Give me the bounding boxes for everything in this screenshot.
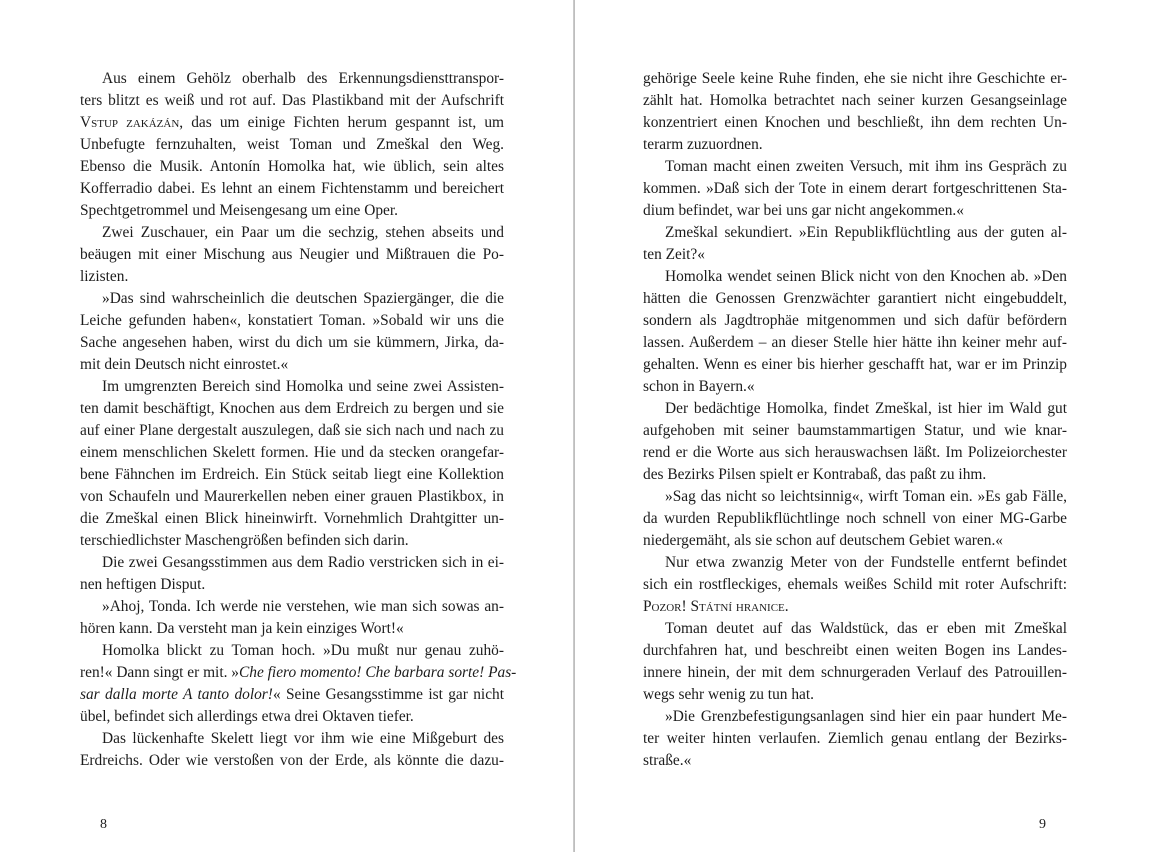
- right-page-number: 9: [1039, 817, 1046, 832]
- text-line: ren!« Dann singt er mit. »Che fiero momento! Che barbara sorte! Pas-: [80, 664, 517, 681]
- page-gutter: [573, 0, 575, 852]
- text-line: gehalten. Wenn es einer bis hierher geschafft hat, war er im Prinzip: [643, 356, 1067, 373]
- text-line: Ebenso die Musik. Antonín Homolka hat, wie üblich, sein altes: [80, 158, 504, 175]
- right-page-text: [643, 68, 1067, 772]
- text-line: Aus einem Gehölz oberhalb des Erkennungsdiensttranspor-: [102, 70, 504, 87]
- text-line: Vstup zakázán, das um einige Fichten herum gespannt ist, um: [80, 114, 504, 131]
- text-line: ters blitzt es weiß und rot auf. Das Plastikband mit der Aufschrift: [80, 92, 504, 109]
- text-line: konzentriert einen Knochen und beschließt, ihn dem rechten Un-: [643, 114, 1067, 131]
- text-line: terschiedlichster Maschengrößen befinden sich darin.: [80, 532, 409, 549]
- text-line: ten damit beschäftigt, Knochen aus dem Erdreich zu bergen und sie: [80, 400, 504, 417]
- text-line: straße.«: [643, 752, 692, 769]
- text-line: Pozor! Státní hranice.: [643, 598, 789, 615]
- text-line: zählt hat. Homolka betrachtet nach seiner kurzen Gesangseinlage: [643, 92, 1067, 109]
- text-line: lizisten.: [80, 268, 129, 285]
- text-line: beäugen mit einer Mischung aus Neugier und Mißtrauen die Po-: [80, 246, 504, 263]
- text-line: Sache angesehen haben, wirst du dich um sie kümmern, Jirka, da-: [80, 334, 504, 351]
- text-line: ten Zeit?«: [643, 246, 705, 263]
- text-line: Toman macht einen zweiten Versuch, mit ihm ins Gespräch zu: [665, 158, 1067, 175]
- text-line: Unbefugte fernzuhalten, weist Toman und Zmeškal den Weg.: [80, 136, 504, 153]
- text-line: terarm zuzuordnen.: [643, 136, 763, 153]
- text-line: Der bedächtige Homolka, findet Zmeškal, ist hier im Wald gut: [665, 400, 1067, 417]
- text-line: nen heftigen Disput.: [80, 576, 206, 593]
- text-line: Homolka blickt zu Toman hoch. »Du mußt nur genau zuhö-: [102, 642, 504, 659]
- text-line: Homolka wendet seinen Blick nicht von den Knochen ab. »Den: [665, 268, 1067, 285]
- text-line: aufgehoben mit seiner baumstammartigen Statur, und wie knar-: [643, 422, 1067, 439]
- text-line: sich ein rostfleckiges, ehemals weißes Schild mit roter Aufschrift:: [643, 576, 1067, 593]
- text-line: hätten die Genossen Grenzwächter garantiert nicht eingebuddelt,: [643, 290, 1067, 307]
- left-page: [0, 0, 574, 852]
- text-line: ter weiter hinten verlaufen. Ziemlich genau entlang der Bezirks-: [643, 730, 1067, 747]
- text-line: Kofferradio dabei. Es lehnt an einem Fichtenstamm und bereichert: [80, 180, 504, 197]
- text-line: »Das sind wahrscheinlich die deutschen Spaziergänger, die die: [102, 290, 504, 307]
- text-line: die Zmeškal einen Blick hineinwirft. Vornehmlich Drahtgitter un-: [80, 510, 504, 527]
- right-page: [576, 0, 1150, 852]
- text-line: auf einer Plane dergestalt auszulegen, daß sie sich nach und nach zu: [80, 422, 504, 439]
- text-line: übel, befindet sich allerdings etwa drei Oktaven tiefer.: [80, 708, 414, 725]
- text-line: des Bezirks Pilsen spielt er Kontrabaß, das paßt zu ihm.: [643, 466, 987, 483]
- text-line: »Die Grenzbefestigungsanlagen sind hier ein paar hundert Me-: [665, 708, 1067, 725]
- text-line: Erdreichs. Oder wie verstoßen von der Erde, als könnte die dazu-: [80, 752, 504, 769]
- text-line: Zmeškal sekundiert. »Ein Republikflüchtling aus der guten al-: [665, 224, 1067, 241]
- text-line: mit dein Deutsch nicht einrostet.«: [80, 356, 289, 373]
- text-line: wegs sehr wenig zu tun hat.: [643, 686, 814, 703]
- text-line: Toman deutet auf das Waldstück, das er eben mit Zmeškal: [665, 620, 1067, 637]
- text-line: schon in Bayern.«: [643, 378, 755, 395]
- text-line: da wurden Republikflüchtlinge noch schnell von einer MG-Garbe: [643, 510, 1067, 527]
- text-line: Zwei Zuschauer, ein Paar um die sechzig, stehen abseits und: [102, 224, 504, 241]
- left-page-number: 8: [100, 817, 107, 832]
- text-line: sar dalla morte A tanto dolor!« Seine Gesangsstimme ist gar nicht: [80, 686, 505, 703]
- text-line: von Schaufeln und Maurerkellen neben einer grauen Plastikbox, in: [80, 488, 504, 505]
- text-line: niedergemäht, als sie schon auf deutschem Gebiet waren.«: [643, 532, 1003, 549]
- text-line: Im umgrenzten Bereich sind Homolka und seine zwei Assisten-: [102, 378, 504, 395]
- text-line: lassen. Außerdem – an dieser Stelle hier hätte ihn keiner mehr auf-: [643, 334, 1067, 351]
- text-line: Spechtgetrommel und Meisengesang um eine Oper.: [80, 202, 398, 219]
- text-line: kommen. »Daß sich der Tote in einem derart fortgeschrittenen Sta-: [643, 180, 1067, 197]
- text-line: Die zwei Gesangsstimmen aus dem Radio verstricken sich in ei-: [102, 554, 504, 571]
- text-line: »Sag das nicht so leichtsinnig«, wirft Toman ein. »Es gab Fälle,: [665, 488, 1067, 505]
- text-line: gehörige Seele keine Ruhe finden, ehe sie nicht ihre Geschichte er-: [643, 70, 1067, 87]
- text-line: durchfahren hat, und beschreibt einen weiten Bogen ins Landes-: [643, 642, 1067, 659]
- text-line: rend er die Worte aus sich herauswachsen läßt. Im Polizeiorchester: [643, 444, 1067, 461]
- text-line: sondern als Jagdtrophäe mitgenommen und sich dafür befördern: [643, 312, 1067, 329]
- left-page-text: [80, 68, 517, 772]
- text-line: innere hinein, der mit dem schnurgeraden Verlauf des Patrouillen-: [643, 664, 1067, 681]
- text-line: Leiche gefunden haben«, konstatiert Toman. »Sobald wir uns die: [80, 312, 504, 329]
- text-line: Nur etwa zwanzig Meter von der Fundstelle entfernt befindet: [665, 554, 1067, 571]
- text-line: »Ahoj, Tonda. Ich werde nie verstehen, wie man sich sowas an-: [102, 598, 504, 615]
- text-line: dium befindet, war bei uns gar nicht angekommen.«: [643, 202, 964, 219]
- text-line: hören kann. Da versteht man ja kein einziges Wort!«: [80, 620, 404, 637]
- text-line: einem menschlichen Skelett formen. Hie und da stecken orangefar-: [80, 444, 504, 461]
- text-line: Das lückenhafte Skelett liegt vor ihm wie eine Mißgeburt des: [102, 730, 504, 747]
- text-line: bene Fähnchen im Erdreich. Ein Stück seitab liegt eine Kollektion: [80, 466, 504, 483]
